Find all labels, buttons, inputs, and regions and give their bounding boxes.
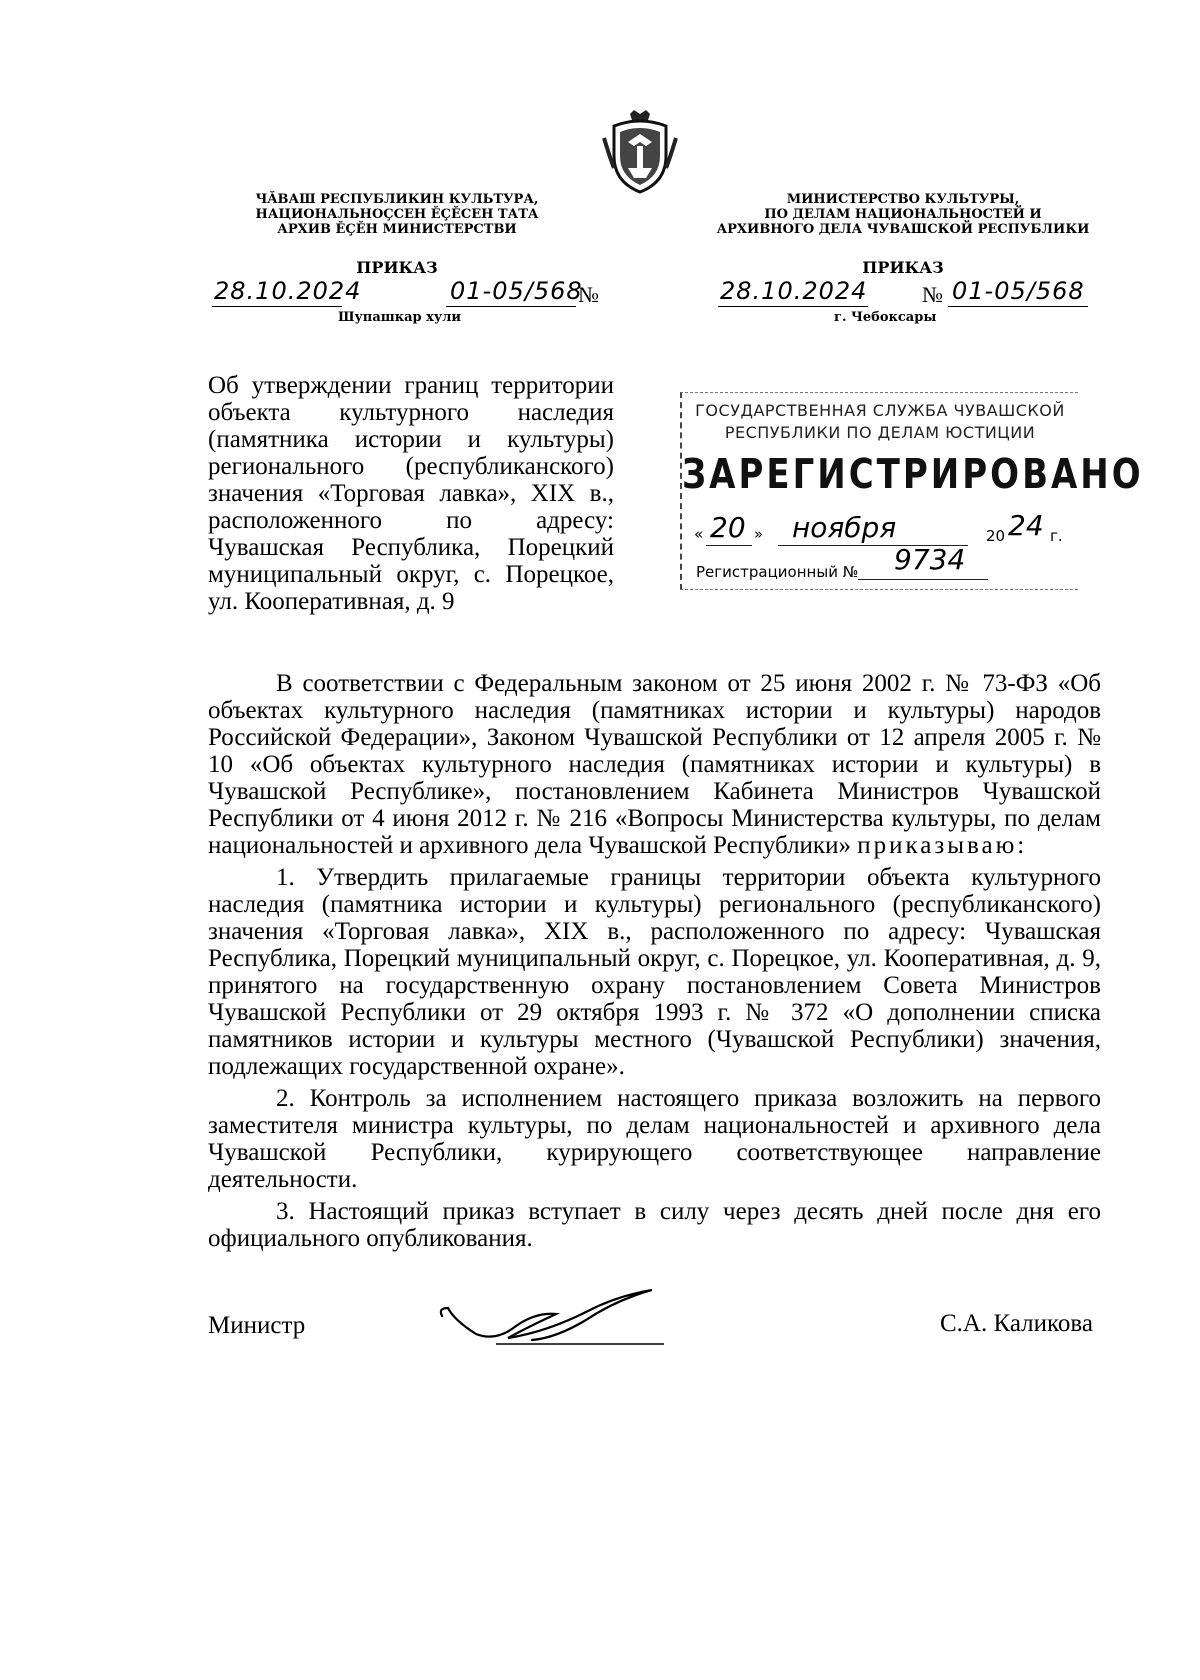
registration-stamp (680, 392, 1144, 590)
order-body (208, 670, 1101, 1257)
stamp-reg-underline (858, 579, 988, 580)
underline-number-left (446, 306, 576, 307)
order-number-right: 01-05/568 (952, 277, 1085, 305)
order-title-right: ПРИКАЗ (862, 258, 944, 277)
stamp-month: ноября (792, 511, 897, 544)
ministry-header-russian (688, 192, 1118, 237)
order-item-2: 2. Контроль за исполнением настоящего приказа возложить на первого заместителя министра культуры, по делам национальностей и архивного дела Чувашской Республики, курирующего соответствующее направление деятельности. (208, 1085, 1101, 1193)
subject-line: ул. Кооперативная, д. 9 (208, 588, 455, 615)
header-right-line-1: МИНИСТЕРСТВО КУЛЬТУРЫ, (786, 192, 1020, 207)
stamp-agency-line-1: ГОСУДАРСТВЕННАЯ СЛУЖБА ЧУВАШСКОЙ (695, 401, 1065, 420)
subject-line: регионального (республиканского) (208, 453, 614, 480)
order-number-left: 01-05/568 (450, 277, 583, 305)
underline-date-right (718, 306, 868, 307)
underline-number-right (948, 306, 1088, 307)
handwritten-signature (436, 1276, 668, 1354)
subject-line: Об утверждении границ территории (208, 372, 614, 399)
stamp-open-quote: « (694, 525, 704, 543)
signatory-name: С.А. Каликова (940, 1310, 1093, 1337)
stamp-year-suffix: 24 (1008, 509, 1044, 542)
header-right-line-3: АРХИВНОГО ДЕЛА ЧУВАШСКОЙ РЕСПУБЛИКИ (716, 222, 1090, 237)
subject-line: значения «Торговая лавка», XIX в., (208, 480, 614, 507)
subject-line: (памятника истории и культуры) (208, 426, 614, 453)
subject-line: Чувашская Республика, Порецкий (208, 534, 614, 561)
stamp-year-prefix: 20 (986, 527, 1006, 545)
order-word: приказываю: (857, 832, 1028, 859)
place-left: Шупашкар хули (338, 310, 462, 325)
stamp-day-underline (706, 545, 752, 546)
subject-line: объекта культурного наследия (208, 399, 614, 426)
subject-line: муниципальный округ, с. Порецкое, (208, 561, 614, 588)
header-right-line-2: ПО ДЕЛАМ НАЦИОНАЛЬНОСТЕЙ И (764, 207, 1042, 222)
header-left-line-2: НАЦИОНАЛЬНОÇСЕН ĔÇĔСЕН ТАТА (255, 207, 539, 222)
stamp-agency-line-2: РЕСПУБЛИКИ ПО ДЕЛАМ ЮСТИЦИИ (724, 423, 1036, 442)
number-sign-left: № (578, 282, 599, 307)
ministry-header-chuvash (182, 192, 612, 237)
subject-line: расположенного по адресу: (208, 507, 614, 534)
preamble-paragraph (208, 670, 1101, 859)
order-item-3: 3. Настоящий приказ вступает в силу через десять дней после дня его официального опубликования. (208, 1198, 1101, 1252)
header-left-line-3: АРХИВ ĔÇĔН МИНИСТЕРСТВИ (277, 222, 517, 237)
order-item-1: 1. Утвердить прилагаемые границы территории объекта культурного наследия (памятника истории и культуры) регионального (республиканского) значения «Торговая лавка», XIX в., расположенного по адресу: Чувашская Республика, Порецкий муниципальный округ, с. Порецкое, ул. Кооперативная, д. 9, принятого на государственную охрану постановлением Совета Министров Чувашской Республики от 29 октября 1993 г. № 372 «О дополнении списка памятников истории и культуры местного (Чувашской Республики) значения, подлежащих государственной охране». (208, 864, 1101, 1080)
stamp-day: 20 (710, 511, 746, 544)
stamp-year-unit: г. (1050, 527, 1063, 545)
stamp-reg-label: Регистрационный № (696, 563, 859, 581)
number-sign-right: № (922, 282, 943, 307)
signatory-position: Министр (208, 1312, 306, 1339)
order-subject (208, 372, 614, 615)
order-date-right: 28.10.2024 (720, 277, 868, 305)
underline-date-left (212, 306, 342, 307)
coat-of-arms-icon (600, 108, 680, 196)
order-date-left: 28.10.2024 (214, 277, 362, 305)
place-right: г. Чебоксары (834, 310, 937, 325)
stamp-status: ЗАРЕГИСТРИРОВАНО (682, 451, 1144, 499)
stamp-reg-number: 9734 (894, 543, 966, 576)
stamp-close-quote: » (754, 525, 764, 543)
header-left-line-1: ЧĂВАШ РЕСПУБЛИКИН КУЛЬТУРА, (255, 192, 539, 207)
order-title-left: ПРИКАЗ (356, 258, 438, 277)
preamble-text: В соответствии с Федеральным законом от 25 июня 2002 г. № 73-ФЗ «Об объектах культурного наследия (памятниках истории и культуры) народов Российской Федерации», Законом Чувашской Республики от 12 апреля 2005 г. № 10 «Об объектах культурного наследия (памятниках истории и культуры) в Чувашской Республике», постановлением Кабинета Министров Чувашской Республики от 4 июня 2012 г. № 216 «Вопросы Министерства культуры, по делам национальностей и архивного дела Чувашской Республики» (208, 670, 1101, 859)
